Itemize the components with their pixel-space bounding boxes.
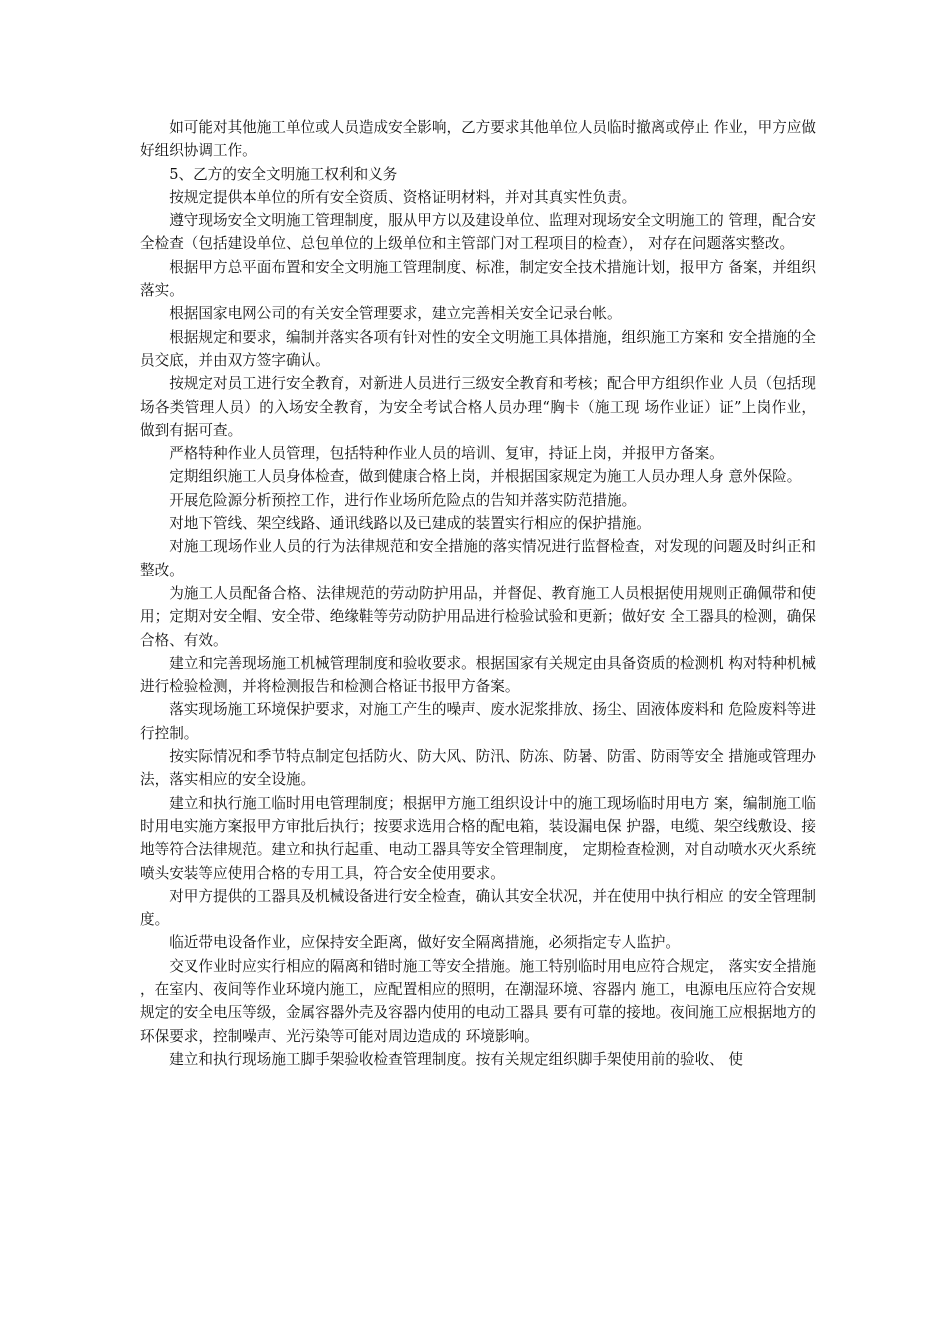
paragraph: 根据甲方总平面布置和安全文明施工管理制度、标准，制定安全技术措施计划，报甲方 备案，并组织落实。 bbox=[140, 258, 816, 300]
paragraph: 按实际情况和季节特点制定包括防火、防大风、防汛、防冻、防暑、防雷、防雨等安全 措施或管理办法，落实相应的安全设施。 bbox=[140, 748, 816, 789]
paragraph: 根据国家电网公司的有关安全管理要求，建立完善相关安全记录台帐。 bbox=[169, 305, 622, 323]
paragraph: 定期组织施工人员身体检查，做到健康合格上岗，并根据国家规定为施工人员办理人身 意外保险。 bbox=[169, 468, 802, 486]
paragraph: 按规定提供本单位的所有安全资质、资格证明材料，并对其真实性负责。 bbox=[169, 188, 637, 206]
paragraph: 交叉作业时应实行相应的隔离和错时施工等安全措施。施工特别临时用电应符合规定， 落实安全措施，在室内、夜间等作业环境内施工，应配置相应的照明，在潮湿环境、容器内 施工，电源电压应符合安规规定的安全电压等级，金属容器外壳及容器内使用的电动工器具 要有可靠的接地。夜间施工应根据地方的环保要求，控制噪声、光污染等可能对周边造成的 环境影响。 bbox=[140, 957, 816, 1045]
paragraph: 建立和执行现场施工脚手架验收检查管理制度。按有关规定组织脚手架使用前的验收、 使 bbox=[169, 1050, 743, 1068]
paragraph: 建立和执行施工临时用电管理制度；根据甲方施工组织设计中的施工现场临时用电方 案，编制施工临时用电实施方案报甲方审批后执行；按要求选用合格的配电箱，装设漏电保 护器，电缆、架空线敷设、接地等符合法律规范。建立和执行起重、电动工器具等安全管理制度， 定期检查检测，对自动喷水灭火系统喷头安装等应使用合格的专用工具，符合安全使用要求。 bbox=[140, 794, 816, 882]
paragraph: 如可能对其他施工单位或人员造成安全影响，乙方要求其他单位人员临时撤离或停止 作业，甲方应做好组织协调工作。 bbox=[140, 119, 816, 160]
paragraph: 对施工现场作业人员的行为法律规范和安全措施的落实情况进行监督检查，对发现的问题及时纠正和整改。 bbox=[140, 538, 816, 579]
document-body bbox=[140, 116, 816, 1071]
paragraph: 对甲方提供的工器具及机械设备进行安全检查，确认其安全状况，并在使用中执行相应 的安全管理制度。 bbox=[140, 887, 816, 929]
paragraph: 为施工人员配备合格、法律规范的劳动防护用品，并督促、教育施工人员根据使用规则正确佩带和使用；定期对安全帽、安全带、绝缘鞋等劳动防护用品进行检验试验和更新；做好安 全工器具的检测，确保合格、有效。 bbox=[140, 584, 816, 649]
paragraph: 严格特种作业人员管理，包括特种作业人员的培训、复审，持证上岗，并报甲方备案。 bbox=[169, 445, 724, 463]
paragraph: 对地下管线、架空线路、通讯线路以及已建成的装置实行相应的保护措施。 bbox=[169, 515, 651, 533]
paragraph: 开展危险源分析预控工作，进行作业场所危险点的告知并落实防范措施。 bbox=[169, 491, 637, 509]
paragraph: 落实现场施工环境保护要求，对施工产生的噪声、废水泥浆排放、扬尘、固液体废料和 危险废料等进行控制。 bbox=[140, 701, 816, 742]
paragraph: 根据规定和要求，编制并落实各项有针对性的安全文明施工具体措施，组织施工方案和 安全措施的全员交底，并由双方签字确认。 bbox=[140, 328, 816, 369]
paragraph: 建立和完善现场施工机械管理制度和验收要求。根据国家有关规定由具备资质的检测机 构对特种机械进行检验检测，并将检测报告和检测合格证书报甲方备案。 bbox=[140, 654, 816, 696]
paragraph: 按规定对员工进行安全教育，对新进人员进行三级安全教育和考核；配合甲方组织作业 人员（包括现场各类管理人员）的入场安全教育，为安全考试合格人员办理“胸卡（施工现 场作业证）证”上岗作业，做到有据可查。 bbox=[140, 375, 816, 439]
paragraph: 临近带电设备作业，应保持安全距离，做好安全隔离措施，必须指定专人监护。 bbox=[169, 934, 680, 952]
section-heading: 5、乙方的安全文明施工权利和义务 bbox=[169, 165, 398, 183]
paragraph: 遵守现场安全文明施工管理制度，服从甲方以及建设单位、监理对现场安全文明施工的 管理，配合安全检查（包括建设单位、总包单位的上级单位和主管部门对工程项目的检查）， 对存在问题落实整改。 bbox=[140, 212, 816, 253]
